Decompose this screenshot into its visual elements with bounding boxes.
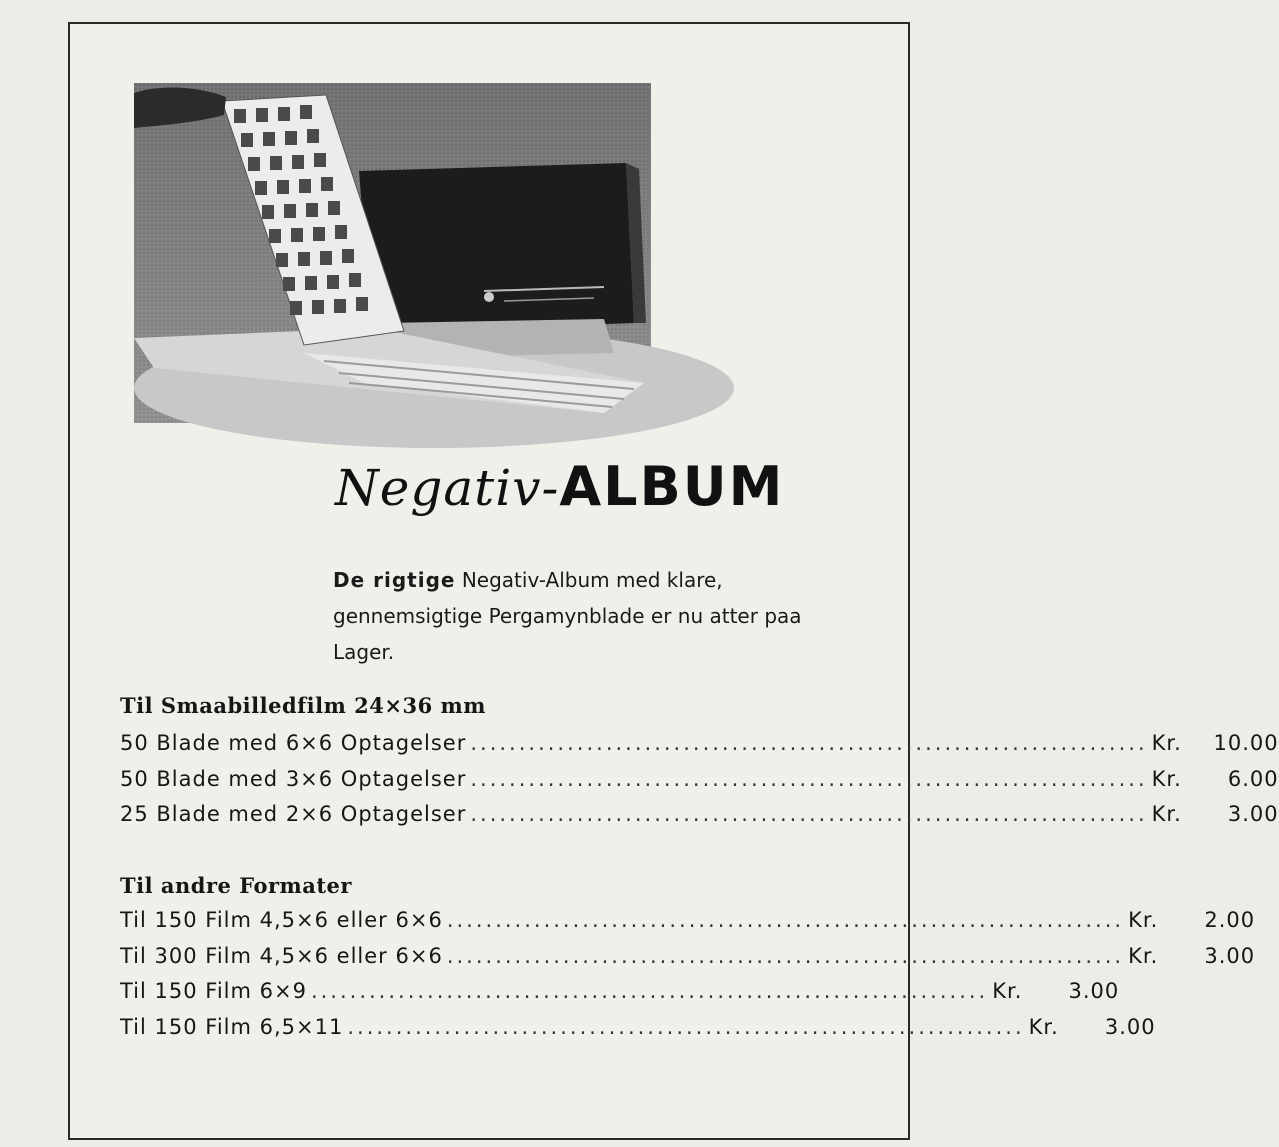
dot-leader: ...................................................................... xyxy=(347,1015,1025,1040)
headline xyxy=(335,455,875,535)
price-row-currency: Kr. xyxy=(1128,908,1159,932)
headline-script: Negativ- xyxy=(335,459,560,517)
dot-leader: ...................................................................... xyxy=(446,943,1125,968)
price-row xyxy=(120,1010,1156,1046)
price-row-price: 3.00 xyxy=(1104,1015,1156,1040)
price-row-price: 6.00 xyxy=(1227,766,1279,791)
price-row-price: 10.00 xyxy=(1213,731,1279,755)
price-row-price: 3.00 xyxy=(1068,979,1120,1004)
dot-leader: ...................................................................... xyxy=(470,766,1148,791)
price-row-price: 3.00 xyxy=(1204,943,1256,968)
price-row-desc: Til 150 Film 6×9 xyxy=(120,979,307,1004)
price-row-currency: Kr. xyxy=(1151,731,1182,755)
product-photo xyxy=(134,83,651,423)
price-row xyxy=(120,726,1279,762)
section-title-small-film: Til Smaabilledfilm 24×36 mm xyxy=(120,693,486,718)
price-row-currency: Kr. xyxy=(1151,766,1182,791)
intro-body: Negativ-Album med klare, gennemsigtige Pergamynblade er nu atter paa Lager. xyxy=(333,568,802,664)
dot-leader: ...................................................................... xyxy=(310,979,989,1004)
price-row-currency: Kr. xyxy=(992,979,1023,1004)
price-row xyxy=(120,797,1279,833)
price-row-desc: Til 300 Film 4,5×6 eller 6×6 xyxy=(120,943,443,968)
price-row-desc: Til 150 Film 4,5×6 eller 6×6 xyxy=(120,908,443,932)
dot-leader: ...................................................................... xyxy=(446,908,1125,932)
price-row-price: 2.00 xyxy=(1204,908,1256,932)
price-row xyxy=(120,762,1279,798)
section-title-other-formats: Til andre Formater xyxy=(120,873,352,898)
price-row xyxy=(120,903,1256,939)
dot-leader: ...................................................................... xyxy=(470,802,1148,827)
price-list-other-formats xyxy=(120,903,1256,1046)
price-row-desc: 50 Blade med 6×6 Optagelser xyxy=(120,731,467,755)
price-row-desc: 50 Blade med 3×6 Optagelser xyxy=(120,766,467,791)
dot-leader: ...................................................................... xyxy=(470,731,1148,755)
price-row-currency: Kr. xyxy=(1028,1015,1059,1040)
price-row-currency: Kr. xyxy=(1128,943,1159,968)
price-row xyxy=(120,974,1120,1010)
price-list-small-film xyxy=(120,726,1279,833)
headline-bold: ALBUM xyxy=(559,455,785,518)
price-row xyxy=(120,939,1256,975)
price-row-currency: Kr. xyxy=(1151,802,1182,827)
price-row-price: 3.00 xyxy=(1227,802,1279,827)
intro-lead: De rigtige xyxy=(333,568,456,592)
price-row-desc: 25 Blade med 2×6 Optagelser xyxy=(120,802,467,827)
price-row-desc: Til 150 Film 6,5×11 xyxy=(120,1015,344,1040)
intro-paragraph xyxy=(333,562,868,670)
